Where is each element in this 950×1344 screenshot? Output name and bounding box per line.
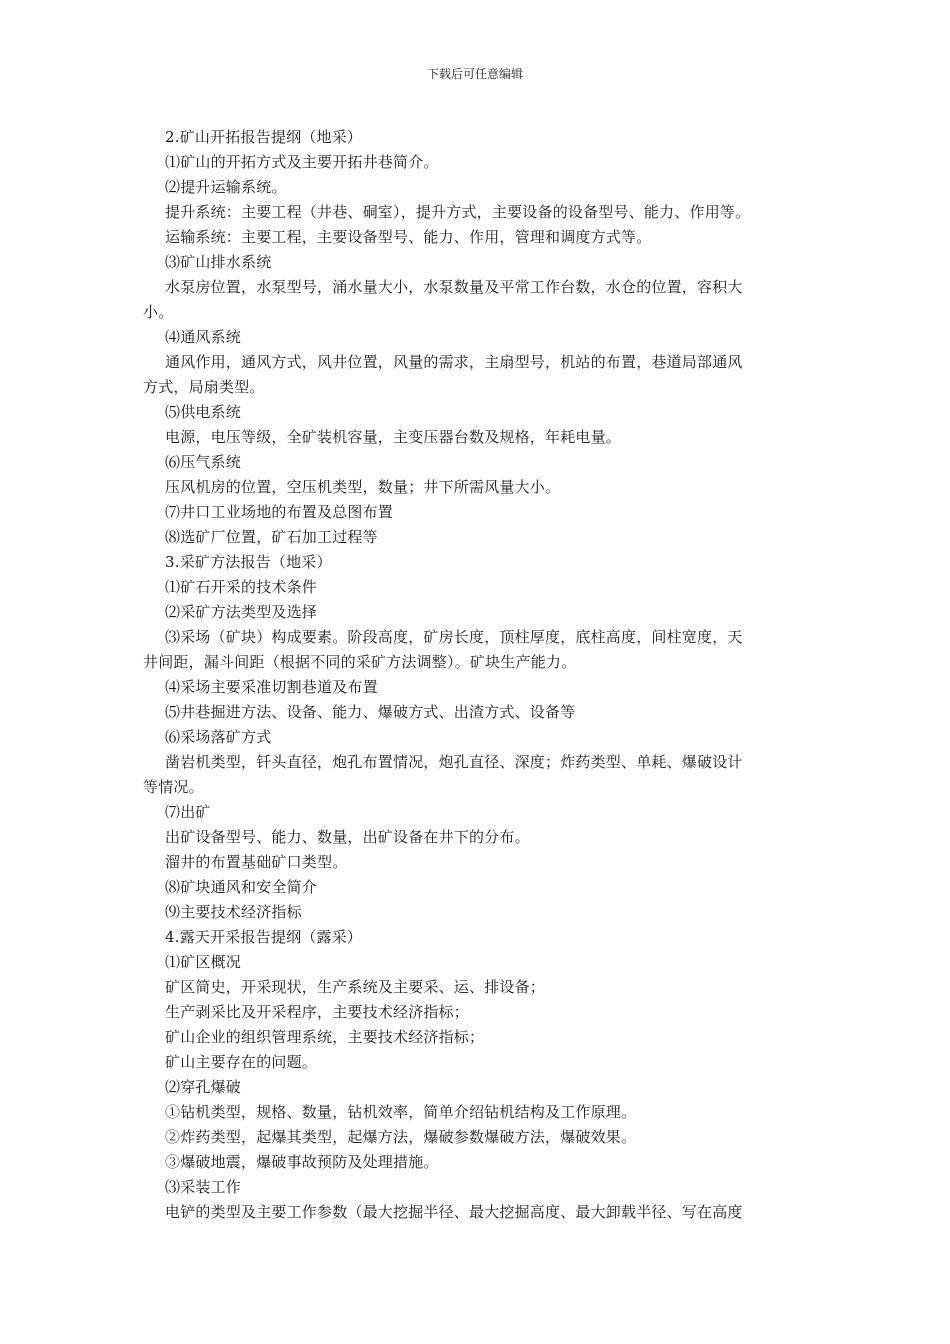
text-line: ⑵穿孔爆破 <box>165 1078 242 1096</box>
text-line: 提升系统：主要工程（井巷、硐室），提升方式，主要设备的设备型号、能力、作用等。 <box>165 203 751 221</box>
text-line: 压风机房的位置，空压机类型，数量；井下所需风量大小。 <box>165 478 561 496</box>
text-line: 矿山企业的组织管理系统，主要技术经济指标； <box>165 1028 485 1046</box>
text-line: 3.采矿方法报告（地采） <box>165 553 332 571</box>
text-line: ⑼主要技术经济指标 <box>165 903 302 921</box>
text-line: 小。 <box>143 303 174 321</box>
text-line: ⑷采场主要采准切割巷道及布置 <box>165 678 378 696</box>
text-line: ⑻选矿厂位置，矿石加工过程等 <box>165 528 378 546</box>
text-line: ⑸井巷掘进方法、设备、能力、爆破方式、出渣方式、设备等 <box>165 703 576 721</box>
text-line: 电铲的类型及主要工作参数（最大挖掘半径、最大挖掘高度、最大卸载半径、写在高度 <box>165 1203 743 1221</box>
text-line: 等情况。 <box>143 778 204 796</box>
text-line: ⑷通风系统 <box>165 328 242 346</box>
document-body <box>143 125 808 1225</box>
text-line: ⑴矿山的开拓方式及主要开拓井巷简介。 <box>165 153 439 171</box>
text-line: ⑶采装工作 <box>165 1178 242 1196</box>
text-line: 运输系统：主要工程，主要设备型号、能力、作用，管理和调度方式等。 <box>165 228 652 246</box>
text-line: 矿山主要存在的问题。 <box>165 1053 318 1071</box>
text-line: 方式，局扇类型。 <box>143 378 265 396</box>
page-header: 下载后可任意编辑 <box>426 67 523 81</box>
text-line: ⑺井口工业场地的布置及总图布置 <box>165 503 394 521</box>
text-line: ⑻矿块通风和安全简介 <box>165 878 318 896</box>
text-line: 2.矿山开拓报告提纲（地采） <box>165 128 363 146</box>
text-line: ⑵采矿方法类型及选择 <box>165 603 318 621</box>
text-line: 电源，电压等级，全矿装机容量，主变压器台数及规格，年耗电量。 <box>165 428 622 446</box>
text-line: 通风作用，通风方式，风井位置，风量的需求，主扇型号，机站的布置，巷道局部通风 <box>165 353 743 371</box>
text-line: ⑶采场（矿块）构成要素。阶段高度，矿房长度，顶柱厚度，底柱高度，间柱宽度，天 <box>165 628 743 646</box>
text-line: 井间距，漏斗间距（根据不同的采矿方法调整）。矿块生产能力。 <box>143 653 577 671</box>
text-line: 溜井的布置基础矿口类型。 <box>165 853 348 871</box>
text-line: ⑴矿石开采的技术条件 <box>165 578 318 596</box>
text-line: ①钻机类型，规格、数量，钻机效率，简单介绍钻机结构及工作原理。 <box>165 1103 637 1121</box>
text-line: ⑶矿山排水系统 <box>165 253 272 271</box>
text-line: 矿区简史，开采现状，生产系统及主要采、运、排设备； <box>165 978 546 996</box>
text-line: ②炸药类型，起爆其类型，起爆方法，爆破参数爆破方法，爆破效果。 <box>165 1128 637 1146</box>
text-line: ⑹压气系统 <box>165 453 242 471</box>
text-line: 水泵房位置，水泵型号，涌水量大小，水泵数量及平常工作台数，水仓的位置，容积大 <box>165 278 743 296</box>
text-line: ⑵提升运输系统。 <box>165 178 287 196</box>
text-line: ⑴矿区概况 <box>165 953 242 971</box>
text-line: 4.露天开采报告提纲（露采） <box>165 928 363 946</box>
text-line: ⑺出矿 <box>165 803 211 821</box>
text-line: ③爆破地震，爆破事故预防及处理措施。 <box>165 1153 439 1171</box>
text-line: 出矿设备型号、能力、数量，出矿设备在井下的分布。 <box>165 828 530 846</box>
text-line: 生产剥采比及开采程序，主要技术经济指标； <box>165 1003 470 1021</box>
text-line: ⑸供电系统 <box>165 403 242 421</box>
text-line: ⑹采场落矿方式 <box>165 728 272 746</box>
text-line: 凿岩机类型，钎头直径，炮孔布置情况，炮孔直径、深度；炸药类型、单耗、爆破设计 <box>165 753 743 771</box>
